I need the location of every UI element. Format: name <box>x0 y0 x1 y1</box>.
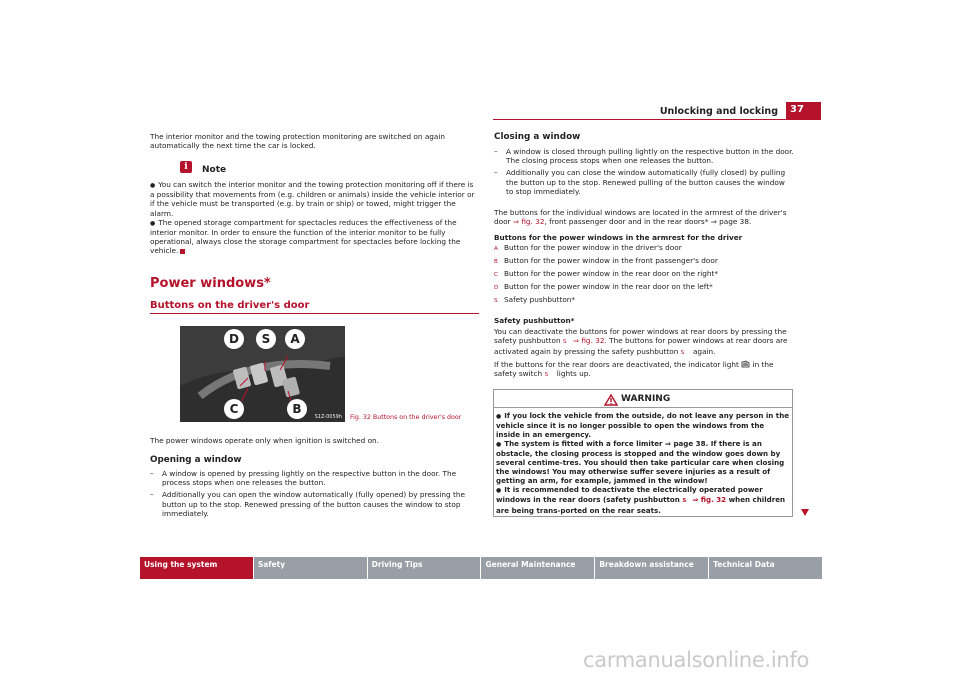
end-marker-icon <box>180 249 185 254</box>
closing-title: Closing a window <box>494 132 581 142</box>
tab-using-the-system[interactable]: Using the system <box>140 557 253 579</box>
warning-item: ● It is recommended to deactivate the electrically operated power windows in the rear doors (safety pushbutton S ⇒ fig. 32 when children are being trans-ported on the rear seats. <box>496 485 790 515</box>
warning-title: WARNING <box>621 394 671 404</box>
tab-technical-data[interactable]: Technical Data <box>709 557 822 579</box>
intro-paragraph: The interior monitor and the towing protection monitoring are switched on again automatically the next time the car is locked. <box>150 132 446 151</box>
safety-paragraph-1: You can deactivate the buttons for power windows at rear doors by pressing the safety pushbutton S ⇒ fig. 32. The buttons for power windows at rear doors are activated again by pressing the safety pushbutton S again. <box>494 327 788 357</box>
callout-label: C <box>224 399 244 419</box>
page-number: 37 <box>786 102 821 119</box>
warning-item: ● The system is fitted with a force limiter ⇒ page 38. If there is an obstacle, the closing process is stopped and the window goes down by several centime-tres. You should then take particular care when closing the windows! You may otherwise suffer severe injuries as a result of getting an arm, for example, jammed in the window! <box>496 439 790 485</box>
warning-box <box>493 389 793 517</box>
list-item: B Button for the power window in the front passenger's door <box>494 255 718 265</box>
list-item: S Safety pushbutton* <box>494 294 576 304</box>
step-item: – A window is closed through pulling lightly on the respective button in the door. The closing process stops when one releases the button. <box>494 147 794 166</box>
step-item: – A window is opened by pressing lightly on the respective button in the door. The process stops when one releases the button. <box>150 469 457 488</box>
list-item: D Button for the power window in the rear door on the left* <box>494 281 713 291</box>
location-paragraph: The buttons for the individual windows are located in the armrest of the driver's door ⇒ fig. 32, front passenger door and in the rear doors* ⇒ page 38. <box>494 208 787 227</box>
callout-label: S <box>256 329 276 349</box>
opening-title: Opening a window <box>150 455 242 465</box>
header-divider <box>493 119 821 120</box>
list-item: A Button for the power window in the driver's door <box>494 243 682 252</box>
step-item: – Additionally you can open the window automatically (fully opened) by pressing the button up to the stop. Renewed pressing of the button causes the window to stop immediately. <box>150 490 465 518</box>
page-header-title: Unlocking and locking <box>659 106 778 117</box>
figure-link[interactable]: ⇒ fig. 32 <box>572 336 605 346</box>
next-page-arrow-icon[interactable] <box>800 507 810 517</box>
figure-link[interactable]: ⇒ fig. 32 <box>692 495 727 504</box>
warning-item: ● If you lock the vehicle from the outside, do not leave any person in the vehicle since it is no longer possible to open the windows from the inside in an emergency. <box>496 411 790 439</box>
warning-triangle-icon <box>604 394 618 406</box>
figure-caption: Fig. 32 Buttons on the driver's door <box>350 414 462 421</box>
tab-driving-tips[interactable]: Driving Tips <box>368 557 481 579</box>
window-indicator-icon <box>741 360 750 368</box>
callout-label: D <box>224 329 244 349</box>
warning-body <box>496 411 790 515</box>
note-item: ● The opened storage compartment for spectacles reduces the effectiveness of the interior monitor. In order to ensure the function of the interior monitor to be fully operational, always close the storage compartment for spectacles before locking the vehicle. <box>150 218 480 256</box>
ignition-note: The power windows operate only when ignition is switched on. <box>150 436 379 445</box>
tab-general-maintenance[interactable]: General Maintenance <box>481 557 594 579</box>
door-buttons-figure <box>180 326 345 422</box>
section-title: Power windows* <box>150 276 271 291</box>
note-item: ● You can switch the interior monitor and the towing protection monitoring off if there is a possibility that movements from (e.g. children or animals) inside the vehicle interior or if the vehicle must be transported (e.g. by train or ship) or towed, might trigger the alarm. <box>150 180 480 218</box>
info-icon: i <box>180 161 192 173</box>
buttons-list-title: Buttons for the power windows in the armrest for the driver <box>494 233 743 242</box>
figure-code: S1Z-0059h <box>314 414 342 420</box>
note-title: Note <box>202 165 227 175</box>
callout-label: B <box>287 399 307 419</box>
figure-link[interactable]: ⇒ fig. 32 <box>512 217 545 227</box>
list-item: C Button for the power window in the rear door on the right* <box>494 268 719 278</box>
tab-breakdown-assistance[interactable]: Breakdown assistance <box>595 557 708 579</box>
note-body <box>150 180 480 256</box>
watermark: carmanualsonline.info <box>583 648 810 672</box>
safety-paragraph-2: If the buttons for the rear doors are deactivated, the indicator light in the safety switch S lights up. <box>494 360 774 379</box>
buttons-list <box>494 243 794 306</box>
footer-nav <box>140 557 822 579</box>
tab-safety[interactable]: Safety <box>254 557 367 579</box>
warning-header <box>494 390 792 408</box>
safety-title: Safety pushbutton* <box>494 316 575 325</box>
step-item: – Additionally you can close the window automatically (fully closed) by pulling the button up to the stop. Renewed pulling of the button causes the window to stop immediately. <box>494 168 786 196</box>
subsection-title: Buttons on the driver's door <box>150 300 310 311</box>
subsection-divider <box>150 313 479 314</box>
closing-steps <box>494 147 794 199</box>
opening-steps <box>150 469 480 521</box>
callout-label: A <box>285 329 305 349</box>
